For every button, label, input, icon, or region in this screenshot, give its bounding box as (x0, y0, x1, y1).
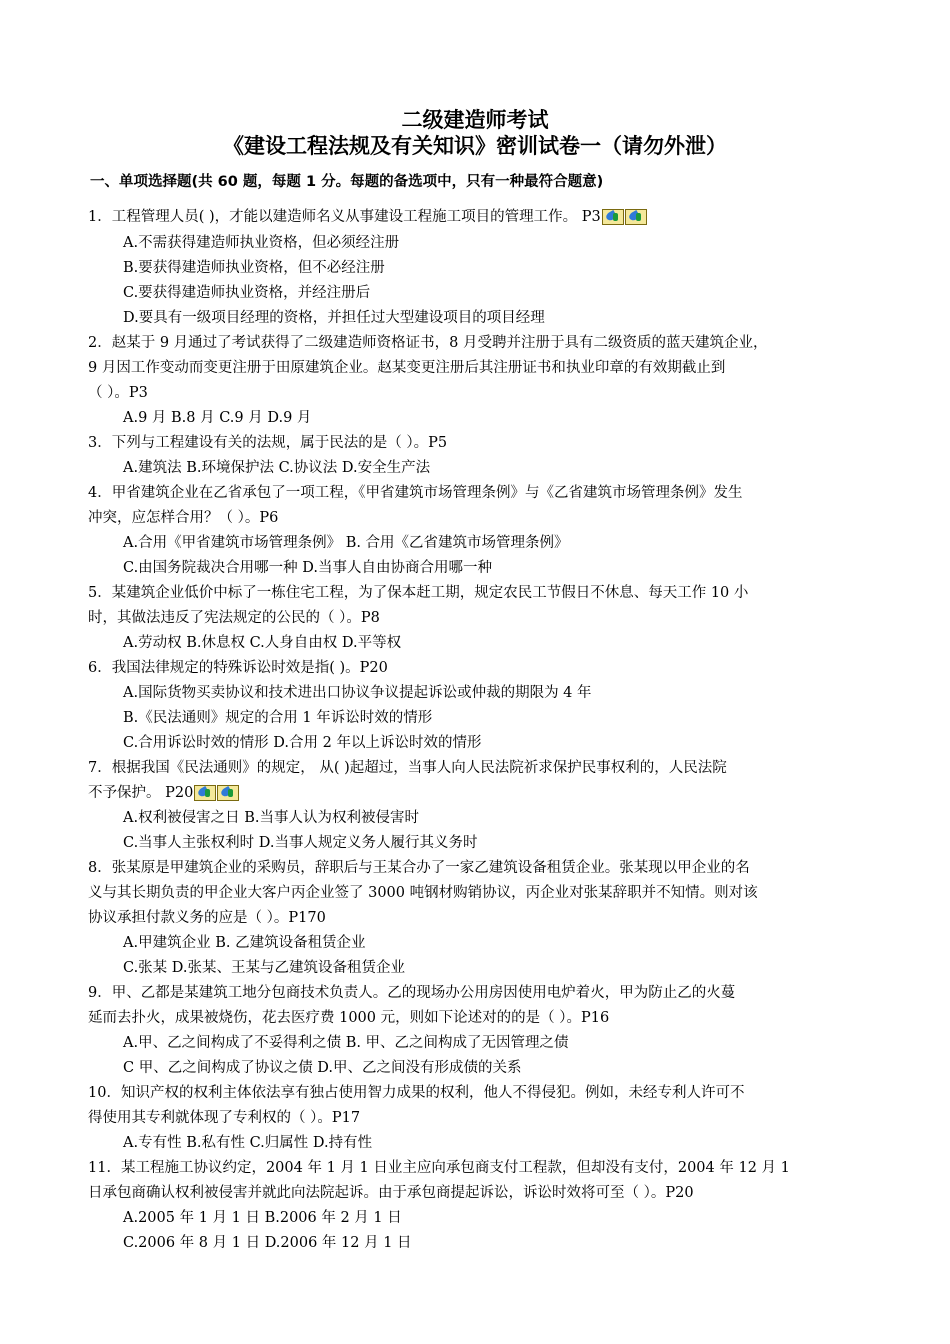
question-6: 6．我国法律规定的特殊诉讼时效是指( )。P20 (88, 660, 388, 676)
question-7-cont: 不予保护。 P20 (88, 781, 239, 802)
section-heading: 一、单项选择题(共 60 题，每题 1 分。每题的备选项中，只有一种最符合题意) (90, 174, 604, 190)
question-4: 4．甲省建筑企业在乙省承包了一项工程，《甲省建筑市场管理条例》与《乙省建筑市场管理条例》发生 (88, 485, 743, 501)
option: D.要具有一级项目经理的资格，并担任过大型建设项目的项目经理 (123, 310, 545, 326)
question-1: 1．工程管理人员( )，才能以建造师名义从事建设工程施工项目的管理工作。 P3 (88, 205, 647, 226)
question-5: 5．某建筑企业低价中标了一栋住宅工程，为了保本赶工期，规定农民工节假日不休息、每天工作 10 小 (88, 585, 749, 601)
exam-title: 二级建造师考试 (401, 107, 549, 132)
question-2: 2．赵某于 9 月通过了考试获得了二级建造师资格证书，8 月受聘并注册于具有二级资质的蓝天建筑企业， (88, 335, 768, 351)
question-7: 7．根据我国《民法通则》的规定， 从( )起超过，当事人向人民法院祈求保护民事权利的，人民法院 (88, 760, 727, 776)
option-row: A.专有性 B.私有性 C.归属性 D.持有性 (123, 1135, 373, 1151)
option-row: A.甲建筑企业 B. 乙建筑设备租赁企业 (123, 935, 366, 951)
option: B.《民法通则》规定的合用 1 年诉讼时效的情形 (123, 710, 433, 726)
option: A.不需获得建造师执业资格，但必须经注册 (123, 235, 400, 251)
option: B.要获得建造师执业资格，但不必经注册 (123, 260, 385, 276)
question-11-cont: 日承包商确认权利被侵害并就此向法院起诉。由于承包商提起诉讼，诉讼时效将可至（ ）。P20 (88, 1185, 694, 1201)
question-10-cont: 得使用其专利就体现了专利权的（ ）。P17 (88, 1110, 361, 1126)
option-row: C.由国务院裁决合用哪一种 D.当事人自由协商合用哪一种 (123, 560, 493, 576)
option-row: A.建筑法 B.环境保护法 C.协议法 D.安全生产法 (123, 460, 431, 476)
paper-title: 《建设工程法规及有关知识》密训试卷一（请勿外泄） (223, 133, 727, 158)
question-2-cont: （ ）。P3 (88, 385, 148, 401)
option-row: A.2005 年 1 月 1 日 B.2006 年 2 月 1 日 (123, 1210, 402, 1226)
question-10: 10．知识产权的权利主体依法享有独占使用智力成果的权利，他人不得侵犯。例如，未经专利人许可不 (88, 1085, 745, 1101)
question-9-cont: 延而去扑火，成果被烧伤，花去医疗费 1000 元，则如下论述对的的是（ ）。P16 (88, 1010, 610, 1026)
question-5-cont: 时，其做法违反了宪法规定的公民的（ ）。P8 (88, 610, 380, 626)
book-icon (602, 209, 624, 225)
book-icon (217, 785, 239, 801)
option-row: C.当事人主张权利时 D.当事人规定义务人履行其义务时 (123, 835, 478, 851)
question-9: 9．甲、乙都是某建筑工地分包商技术负责人。乙的现场办公用房因使用电炉着火，甲为防止乙的火蔓 (88, 985, 736, 1001)
option-row: A.甲、乙之间构成了不妥得利之债 B. 甲、乙之间构成了无因管理之债 (123, 1035, 569, 1051)
option: A.国际货物买卖协议和技术进出口协议争议提起诉讼或仲裁的期限为 4 年 (123, 685, 592, 701)
option-row: C.2006 年 8 月 1 日 D.2006 年 12 月 1 日 (123, 1235, 412, 1251)
book-icon (194, 785, 216, 801)
option-row: C.合用诉讼时效的情形 D.合用 2 年以上诉讼时效的情形 (123, 735, 482, 751)
option-row: C.张某 D.张某、王某与乙建筑设备租赁企业 (123, 960, 406, 976)
option-row: A.劳动权 B.休息权 C.人身自由权 D.平等权 (123, 635, 402, 651)
option: C.要获得建造师执业资格，并经注册后 (123, 285, 371, 301)
question-8-cont: 义与其长期负责的甲企业大客户丙企业签了 3000 吨钢材购销协议，丙企业对张某辞职并不知情。则对该 (88, 885, 758, 901)
option-row: A.9 月 B.8 月 C.9 月 D.9 月 (123, 410, 312, 426)
book-icon (625, 209, 647, 225)
question-8: 8．张某原是甲建筑企业的采购员，辞职后与王某合办了一家乙建筑设备租赁企业。张某现以甲企业的名 (88, 860, 750, 876)
question-8-cont: 协议承担付款义务的应是（ ）。P170 (88, 910, 326, 926)
option-row: C 甲、乙之间构成了协议之债 D.甲、乙之间没有形成债的关系 (123, 1060, 522, 1076)
option-row: A.权利被侵害之日 B.当事人认为权利被侵害时 (123, 810, 419, 826)
question-11: 11．某工程施工协议约定，2004 年 1 月 1 日业主应向承包商支付工程款，但却没有支付，2004 年 12 月 1 (88, 1160, 790, 1176)
question-2-cont: 9 月因工作变动而变更注册于田原建筑企业。赵某变更注册后其注册证书和执业印章的有效期截止到 (88, 360, 726, 376)
question-3: 3．下列与工程建设有关的法规，属于民法的是（ ）。P5 (88, 435, 448, 451)
option-row: A.合用《甲省建筑市场管理条例》 B. 合用《乙省建筑市场管理条例》 (123, 535, 569, 551)
question-4-cont: 冲突，应怎样合用？（ ）。P6 (88, 510, 279, 526)
